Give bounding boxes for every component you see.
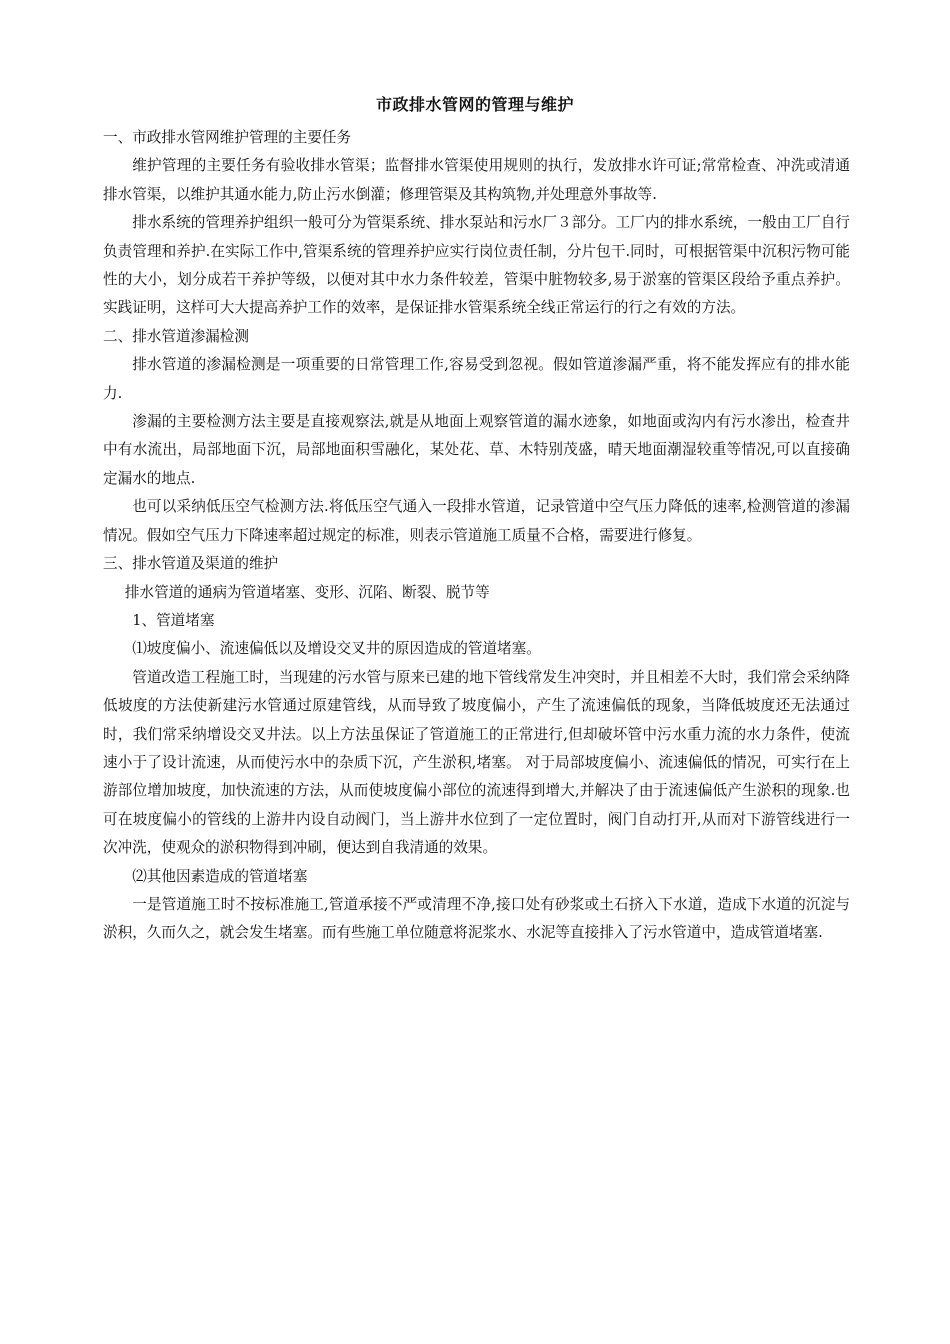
subsection-heading: 1、管道堵塞: [132, 611, 215, 629]
paragraph: 维护管理的主要任务有验收排水管渠；监督排水管渠使用规则的执行，发放排水许可证;常常检查、冲洗或清通排水管渠，以维护其通水能力,防止污水倒灌；修理管渠及其构筑物,并处理意外事故等.: [103, 157, 850, 203]
paragraph: 管道改造工程施工时，当现建的污水管与原来已建的地下管线常发生冲突时，并且相差不大时，我们常会采纳降低坡度的方法使新建污水管通过原建管线，从而导致了坡度偏小，产生了流速偏低的现象，当降低坡度还无法通过时，我们常采纳增设交叉井法。以上方法虽保证了管道施工的正常进行,但却破坏管中污水重力流的水力条件，使流速小于了设计流速，从而使污水中的杂质下沉，产生淤积,堵塞。 对于局部坡度偏小、流速偏低的情况，可实行在上游部位增加坡度，加快流速的方法，从而使坡度偏小部位的流速得到增大,并解决了由于流速偏低产生淤积的现象.也可在坡度偏小的管线的上游井内设自动阀门，当上游井水位到了一定位置时，阀门自动打开,从而对下游管线进行一次冲洗，使观众的淤积物得到冲刷，便达到自我清通的效果。: [103, 668, 850, 857]
paragraph: 一是管道施工时不按标准施工,管道承接不严或清理不净,接口处有砂浆或土石挤入下水道，造成下水道的沉淀与淤积，久而久之，就会发生堵塞。而有些施工单位随意将泥浆水、水泥等直接排入了污水管道中，造成管道堵塞.: [103, 895, 850, 942]
paragraph: 也可以采纳低压空气检测方法.将低压空气通入一段排水管道，记录管道中空气压力降低的速率,检测管道的渗漏情况。假如空气压力下降速率超过规定的标准，则表示管道施工质量不合格，需要进行修复。: [103, 498, 850, 544]
list-item: ⑴坡度偏小、流速偏低以及增设交叉井的原因造成的管道堵塞。: [132, 640, 541, 658]
document-body: [103, 124, 850, 948]
section-heading-3: 三、排水管道及渠道的维护: [103, 555, 279, 573]
document-title: 市政排水管网的管理与维护: [375, 95, 574, 114]
paragraph: 排水管道的通病为管道堵塞、变形、沉陷、断裂、脱节等: [124, 583, 490, 601]
paragraph: 排水管道的渗漏检测是一项重要的日常管理工作,容易受到忽视。假如管道渗漏严重，将不能发挥应有的排水能力.: [103, 356, 850, 402]
paragraph: 渗漏的主要检测方法主要是直接观察法,就是从地面上观察管道的漏水迹象，如地面或沟内有污水渗出，检查井中有水流出，局部地面下沉，局部地面积雪融化，某处花、草、木特别茂盛，晴天地面潮湿较重等情况,可以直接确定漏水的地点.: [103, 413, 850, 487]
paragraph: 排水系统的管理养护组织一般可分为管渠系统、排水泵站和污水厂３部分。工厂内的排水系统，一般由工厂自行负责管理和养护.在实际工作中,管渠系统的管理养护应实行岗位责任制，分片包干.同时，可根据管渠中沉积污物可能性的大小，划分成若干养护等级，以便对其中水力条件较差，管渠中脏物较多,易于淤塞的管渠区段给予重点养护。实践证明，这样可大大提高养护工作的效率，是保证排水管渠系统全线正常运行的行之有效的方法。: [103, 214, 850, 317]
section-heading-2: 二、排水管道渗漏检测: [103, 327, 249, 345]
section-heading-1: 一、市政排水管网维护管理的主要任务: [103, 129, 352, 146]
list-item: ⑵其他因素造成的管道堵塞: [132, 867, 308, 885]
